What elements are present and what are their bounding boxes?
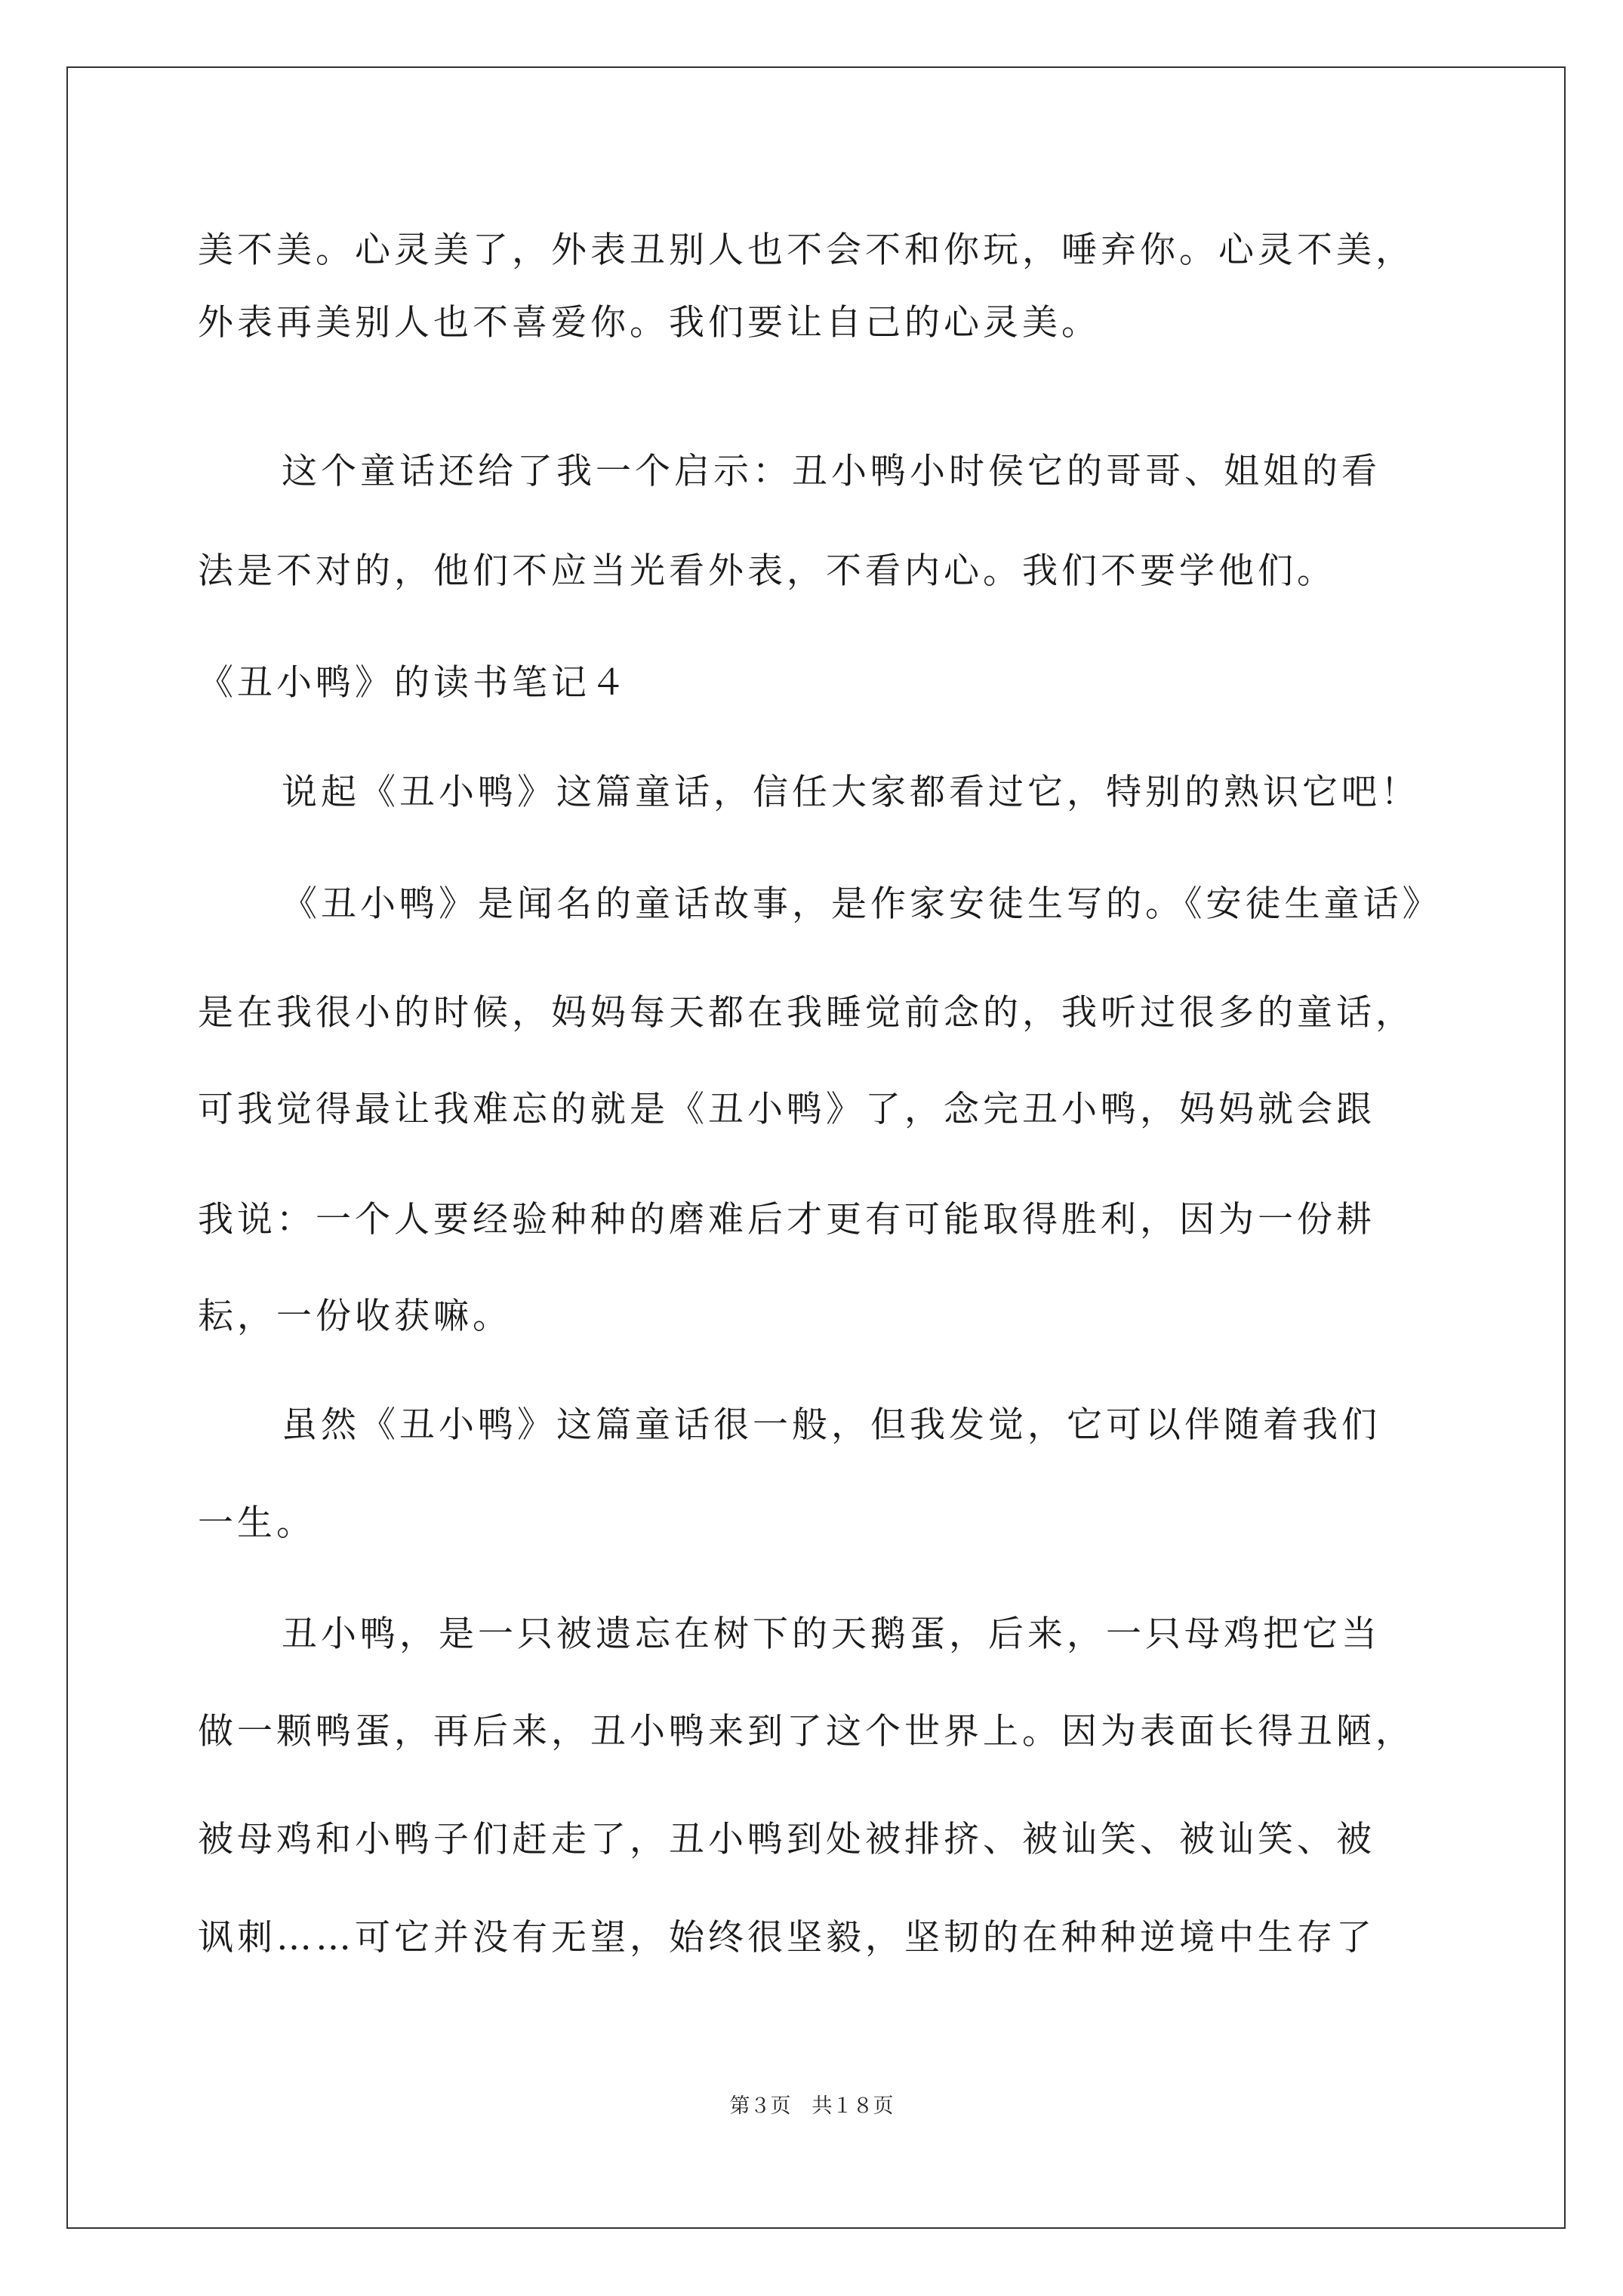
page-total: 共１８页 (812, 2094, 894, 2118)
paragraph-line: 美不美。心灵美了，外表丑别人也不会不和你玩，唾弃你。心灵不美， (198, 230, 1415, 271)
paragraph-line: 这个童话还给了我一个启示：丑小鸭小时侯它的哥哥、姐姐的看 (282, 451, 1381, 492)
page-footer (0, 2093, 1623, 2120)
page-number: 第３页 (729, 2094, 791, 2118)
page-border (66, 66, 1566, 2229)
section-heading: 《丑小鸭》的读书笔记４ (198, 662, 630, 704)
paragraph-line: 我说：一个人要经验种种的磨难后才更有可能取得胜利，因为一份耕 (198, 1199, 1375, 1240)
paragraph-line: 法是不对的，他们不应当光看外表，不看内心。我们不要学他们。 (198, 550, 1336, 592)
paragraph-line: 说起《丑小鸭》这篇童话，信任大家都看过它，特别的熟识它吧！ (282, 772, 1420, 813)
paragraph-line: 耘，一份收获嘛。 (198, 1296, 512, 1337)
paragraph-line: 虽然《丑小鸭》这篇童话很一般，但我发觉，它可以伴随着我们 (282, 1404, 1381, 1446)
paragraph-line: 一生。 (198, 1502, 316, 1544)
paragraph-line: 是在我很小的时候，妈妈每天都在我睡觉前念的，我听过很多的童话， (198, 992, 1415, 1034)
paragraph-line: 《丑小鸭》是闻名的童话故事，是作家安徒生写的。《安徒生童话》 (282, 883, 1442, 925)
paragraph-line: 讽刺……可它并没有无望，始终很坚毅，坚韧的在种种逆境中生存了 (198, 1917, 1375, 1959)
paragraph-line: 外表再美别人也不喜爱你。我们要让自己的心灵美。 (198, 302, 1101, 344)
paragraph-line: 可我觉得最让我难忘的就是《丑小鸭》了，念完丑小鸭，妈妈就会跟 (198, 1089, 1375, 1130)
paragraph-line: 丑小鸭，是一只被遗忘在树下的天鹅蛋，后来，一只母鸡把它当 (282, 1613, 1381, 1655)
paragraph-line: 被母鸡和小鸭子们赶走了，丑小鸭到处被排挤、被讪笑、被讪笑、被 (198, 1819, 1375, 1860)
paragraph-line: 做一颗鸭蛋，再后来，丑小鸭来到了这个世界上。因为表面长得丑陋， (198, 1711, 1415, 1752)
